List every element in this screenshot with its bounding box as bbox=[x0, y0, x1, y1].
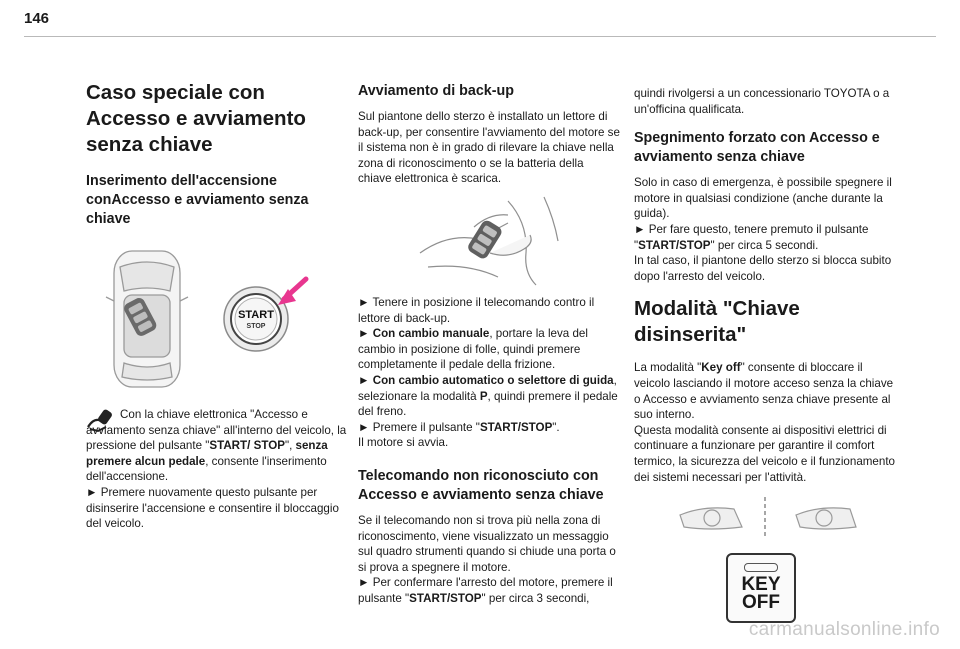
steering-wheels-illustration bbox=[634, 493, 896, 543]
p1-end: , consente l'inserimento dell'accensione. bbox=[86, 454, 327, 484]
key-off-title: Modalità "Chiave disinserita" bbox=[634, 297, 800, 347]
watermark: carmanualsonline.info bbox=[748, 619, 940, 640]
key-off-bold: Key off bbox=[701, 361, 741, 375]
key-off-figure bbox=[634, 493, 896, 623]
bullet-confirm-post: " per circa 3 secondi, bbox=[481, 591, 590, 605]
bullet-press-button: START/STOP bbox=[479, 420, 553, 434]
bullet-disengage: ► Premere nuovamente questo pulsante per disinserire l'accensione e consentire il bloccaggio del veicolo. bbox=[86, 485, 348, 532]
key-off-post: " consente di bloccare il veicolo lasciando il motore acceso senza la chiave o Accesso e avviamento senza chiave presente al suo interno. bbox=[634, 361, 894, 422]
key-off-button bbox=[726, 553, 796, 623]
engine-starts: Il motore si avvia. bbox=[358, 436, 449, 450]
car-key-illustration bbox=[86, 245, 348, 395]
p1-sep: ", bbox=[284, 439, 296, 453]
bullet-hold-remote: ► Tenere in posizione il telecomando contro il lettore di back-up. bbox=[358, 295, 620, 326]
forced-bullet-button: START/STOP bbox=[638, 238, 711, 252]
backup-heading: Avviamento di back-up bbox=[358, 83, 514, 99]
bullet-automatic-p: P bbox=[479, 389, 488, 403]
p1-no-pedal: senza premere alcun pedale bbox=[86, 439, 328, 468]
p1-text: Con la chiave elettronica "Accesso e avviamento senza chiave" all'interno del veicolo, la pressione del pulsante " bbox=[86, 408, 347, 453]
column-1 bbox=[86, 52, 348, 532]
header-rule bbox=[24, 36, 936, 37]
remote-paragraph: Se il telecomando non si trova più nella zona di riconoscimento, viene visualizzato un messaggio sul quadro strumenti quando si chiude una porta o si prova a spegnere il motore. bbox=[358, 513, 616, 574]
backup-paragraph: Sul piantone dello sterzo è installato un lettore di back-up, per consentire l'avviamento del motore se il sistema non è in grado di rilevare la chiave nella zona di riconoscimento o se la batteria della chiave elettronica è scarica. bbox=[358, 110, 620, 186]
bullet-automatic: Con cambio automatico o selettore di guida bbox=[369, 373, 614, 387]
key-off-pre: La modalità " bbox=[634, 361, 702, 375]
key-off-line2: OFF bbox=[742, 592, 780, 614]
bullet-manual: Con cambio manuale bbox=[369, 327, 490, 341]
bullet-press-pre: Premere il pulsante " bbox=[369, 420, 480, 434]
bullet-manual-text: , portare la leva del cambio in posizione di folle, quindi premere completamente il pedale della frizione. bbox=[358, 327, 588, 372]
forced-stop-note: In tal caso, il piantone dello sterzo si blocca subito dopo l'arresto del veicolo. bbox=[634, 254, 892, 283]
hand-key-illustration bbox=[358, 193, 620, 289]
forced-bullet-post: " per circa 5 secondi. bbox=[710, 238, 819, 252]
car-and-start-button-figure bbox=[86, 245, 348, 395]
key-off-button-slot bbox=[744, 563, 778, 572]
keyless-paragraph bbox=[86, 407, 348, 532]
bullet-automatic-text2: , quindi premere il pedale del freno. bbox=[358, 389, 618, 419]
bullet-confirm-button: START/STOP bbox=[409, 591, 482, 605]
page-number: 146 bbox=[24, 10, 50, 27]
p1-start-stop: START/ STOP bbox=[209, 439, 285, 453]
subsection-title: Inserimento dell'accensione conAccesso e avviamento senza chiave bbox=[86, 173, 309, 227]
continued-paragraph: quindi rivolgersi a un concessionario TOYOTA o a un'officina qualificata. bbox=[634, 87, 890, 116]
column-3 bbox=[634, 52, 896, 623]
column-2 bbox=[358, 52, 620, 606]
keyless-icon bbox=[86, 407, 114, 433]
backup-reader-figure bbox=[358, 193, 620, 289]
forced-bullet-pre: Per fare questo, tenere premuto il pulsante " bbox=[634, 222, 869, 252]
remote-heading: Telecomando non riconosciuto con Accesso e avviamento senza chiave bbox=[358, 467, 604, 503]
forced-stop-paragraph: Solo in caso di emergenza, è possibile spegnere il motore in qualsiasi condizione (anche durante la guida). bbox=[634, 176, 892, 221]
bullet-automatic-text1: , selezionare la modalità bbox=[358, 373, 617, 403]
key-off-paragraph-2: Questa modalità consente ai dispositivi elettrici di continuare a funzionare per garantire il comfort termico, la sicurezza del veicolo e il funzionamento dei sistemi necessari per l'attività. bbox=[634, 423, 895, 484]
stop-label: STOP bbox=[246, 323, 266, 330]
key-off-line1: KEY bbox=[741, 574, 781, 596]
bullet-confirm-pre: Per confermare l'arresto del motore, premere il pulsante " bbox=[358, 576, 613, 605]
section-title: Caso speciale con Accesso e avviamento senza chiave bbox=[86, 81, 306, 156]
forced-stop-heading: Spegnimento forzato con Accesso e avviamento senza chiave bbox=[634, 130, 880, 166]
start-label: START bbox=[238, 309, 274, 321]
bullet-press-post: ". bbox=[552, 420, 560, 434]
